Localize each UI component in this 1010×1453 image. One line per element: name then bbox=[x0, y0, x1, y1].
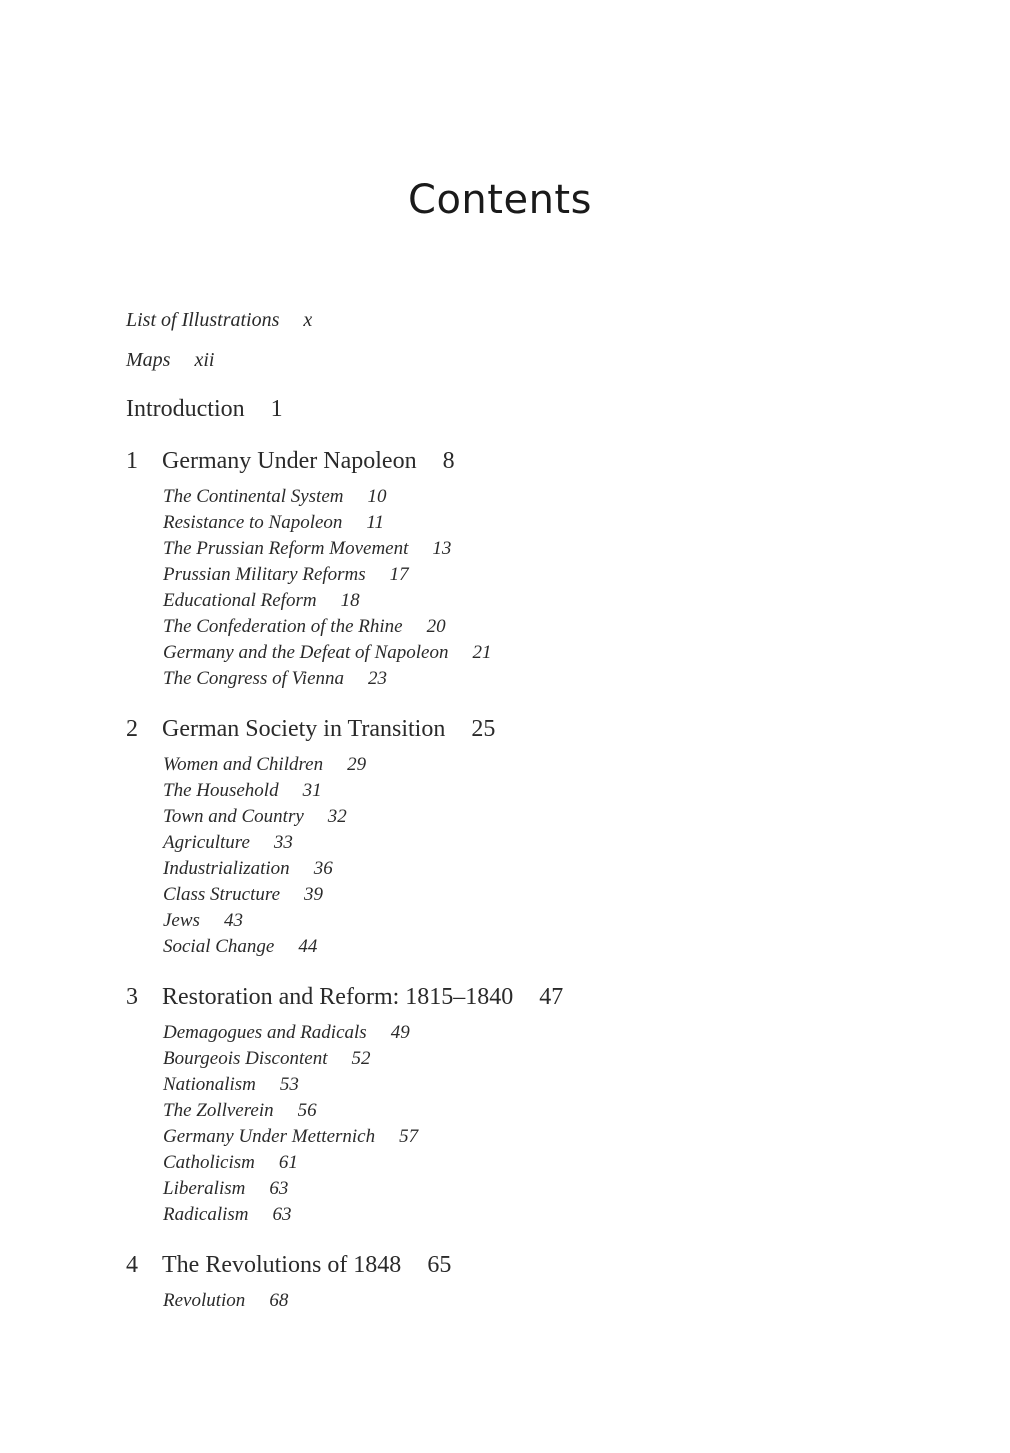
section-page-number: 17 bbox=[389, 564, 409, 585]
section-entry[interactable] bbox=[163, 484, 886, 510]
section-title: Demagogues and Radicals bbox=[163, 1022, 367, 1043]
chapter-heading[interactable] bbox=[126, 714, 886, 744]
section-entry[interactable] bbox=[163, 666, 886, 692]
section-page-number: 20 bbox=[426, 616, 446, 637]
front-matter bbox=[126, 300, 886, 380]
section-page-number: 57 bbox=[399, 1126, 419, 1147]
section-title: Prussian Military Reforms bbox=[163, 564, 366, 585]
section-page-number: 63 bbox=[272, 1204, 292, 1225]
section-entry[interactable] bbox=[163, 1176, 886, 1202]
section-title: Social Change bbox=[163, 936, 275, 957]
section-entry[interactable] bbox=[163, 752, 886, 778]
chapter-number: 1 bbox=[126, 448, 138, 474]
section-title: The Household bbox=[163, 780, 279, 801]
section-entry[interactable] bbox=[163, 536, 886, 562]
entry-page-number: xii bbox=[194, 349, 215, 371]
section-page-number: 49 bbox=[390, 1022, 410, 1043]
entry-page-number: x bbox=[303, 309, 313, 331]
section-page-number: 18 bbox=[340, 590, 360, 611]
section-page-number: 13 bbox=[432, 538, 452, 559]
table-of-contents bbox=[126, 300, 886, 1314]
section-list bbox=[163, 1020, 886, 1228]
section-title: Jews bbox=[163, 910, 200, 931]
section-entry[interactable] bbox=[163, 1202, 886, 1228]
section-page-number: 63 bbox=[269, 1178, 289, 1199]
section-title: Industrialization bbox=[163, 858, 290, 879]
chapter-4 bbox=[126, 1250, 886, 1314]
page-title: Contents bbox=[408, 176, 592, 223]
section-entry[interactable] bbox=[163, 640, 886, 666]
section-page-number: 23 bbox=[368, 668, 388, 689]
section-entry[interactable] bbox=[163, 1046, 886, 1072]
chapter-number: 4 bbox=[126, 1252, 138, 1278]
chapter-3 bbox=[126, 982, 886, 1228]
section-page-number: 43 bbox=[223, 910, 243, 931]
section-title: The Congress of Vienna bbox=[163, 668, 345, 689]
entry-title: Maps bbox=[126, 349, 171, 371]
section-entry[interactable] bbox=[163, 1150, 886, 1176]
section-title: Town and Country bbox=[163, 806, 304, 827]
section-title: Women and Children bbox=[163, 754, 324, 775]
section-title: Germany Under Metternich bbox=[163, 1126, 376, 1147]
section-title: The Continental System bbox=[163, 486, 344, 507]
chapter-heading[interactable] bbox=[126, 982, 886, 1012]
section-entry[interactable] bbox=[163, 856, 886, 882]
chapter-title: German Society in Transition bbox=[162, 716, 446, 742]
section-title: The Prussian Reform Movement bbox=[163, 538, 409, 559]
section-page-number: 21 bbox=[472, 642, 492, 663]
section-page-number: 32 bbox=[327, 806, 347, 827]
toc-entry-list-of-illustrations[interactable] bbox=[126, 300, 886, 340]
section-page-number: 29 bbox=[347, 754, 367, 775]
section-entry[interactable] bbox=[163, 908, 886, 934]
section-title: Catholicism bbox=[163, 1152, 255, 1173]
section-title: Educational Reform bbox=[163, 590, 317, 611]
section-entry[interactable] bbox=[163, 882, 886, 908]
section-page-number: 39 bbox=[304, 884, 323, 905]
chapter-2 bbox=[126, 714, 886, 960]
section-page-number: 36 bbox=[313, 858, 333, 879]
toc-entry-introduction[interactable] bbox=[126, 394, 886, 424]
section-title: The Confederation of the Rhine bbox=[163, 616, 403, 637]
section-page-number: 31 bbox=[302, 780, 322, 801]
chapter-number: 3 bbox=[126, 984, 138, 1010]
section-page-number: 53 bbox=[279, 1074, 299, 1095]
section-title: The Zollverein bbox=[163, 1100, 274, 1121]
section-page-number: 33 bbox=[273, 832, 293, 853]
chapter-page-number: 25 bbox=[471, 716, 496, 742]
chapter-title: Restoration and Reform: 1815–1840 bbox=[162, 984, 514, 1010]
chapter-heading[interactable] bbox=[126, 446, 886, 476]
section-entry[interactable] bbox=[163, 1124, 886, 1150]
section-page-number: 44 bbox=[298, 936, 318, 957]
section-title: Revolution bbox=[163, 1290, 246, 1311]
chapter-number: 2 bbox=[126, 716, 138, 742]
chapter-page-number: 47 bbox=[539, 984, 564, 1010]
section-entry[interactable] bbox=[163, 588, 886, 614]
entry-title: Introduction bbox=[126, 396, 245, 422]
section-entry[interactable] bbox=[163, 934, 886, 960]
section-title: Liberalism bbox=[163, 1178, 246, 1199]
section-entry[interactable] bbox=[163, 614, 886, 640]
chapter-page-number: 8 bbox=[442, 448, 455, 474]
entry-page-number: 1 bbox=[270, 396, 283, 422]
section-entry[interactable] bbox=[163, 510, 886, 536]
section-entry[interactable] bbox=[163, 1072, 886, 1098]
section-page-number: 61 bbox=[278, 1152, 298, 1173]
section-title: Bourgeois Discontent bbox=[163, 1048, 328, 1069]
section-entry[interactable] bbox=[163, 830, 886, 856]
section-entry[interactable] bbox=[163, 804, 886, 830]
section-title: Radicalism bbox=[163, 1204, 249, 1225]
section-entry[interactable] bbox=[163, 1288, 886, 1314]
section-entry[interactable] bbox=[163, 562, 886, 588]
section-page-number: 52 bbox=[351, 1048, 371, 1069]
chapter-title: Germany Under Napoleon bbox=[162, 448, 417, 474]
section-list bbox=[163, 752, 886, 960]
section-page-number: 10 bbox=[367, 486, 387, 507]
toc-entry-maps[interactable] bbox=[126, 340, 886, 380]
section-title: Nationalism bbox=[163, 1074, 256, 1095]
section-title: Class Structure bbox=[163, 884, 280, 905]
entry-title: List of Illustrations bbox=[126, 309, 280, 331]
section-title: Agriculture bbox=[163, 832, 250, 853]
chapter-title: The Revolutions of 1848 bbox=[162, 1252, 402, 1278]
section-page-number: 56 bbox=[297, 1100, 317, 1121]
section-entry[interactable] bbox=[163, 1098, 886, 1124]
section-title: Germany and the Defeat of Napoleon bbox=[163, 642, 449, 663]
section-list bbox=[163, 1288, 886, 1314]
section-page-number: 11 bbox=[366, 512, 385, 533]
section-page-number: 68 bbox=[269, 1290, 289, 1311]
section-title: Resistance to Napoleon bbox=[163, 512, 343, 533]
chapter-page-number: 65 bbox=[427, 1252, 452, 1278]
section-entry[interactable] bbox=[163, 1020, 886, 1046]
section-list bbox=[163, 484, 886, 692]
section-entry[interactable] bbox=[163, 778, 886, 804]
chapter-heading[interactable] bbox=[126, 1250, 886, 1280]
chapter-1 bbox=[126, 446, 886, 692]
